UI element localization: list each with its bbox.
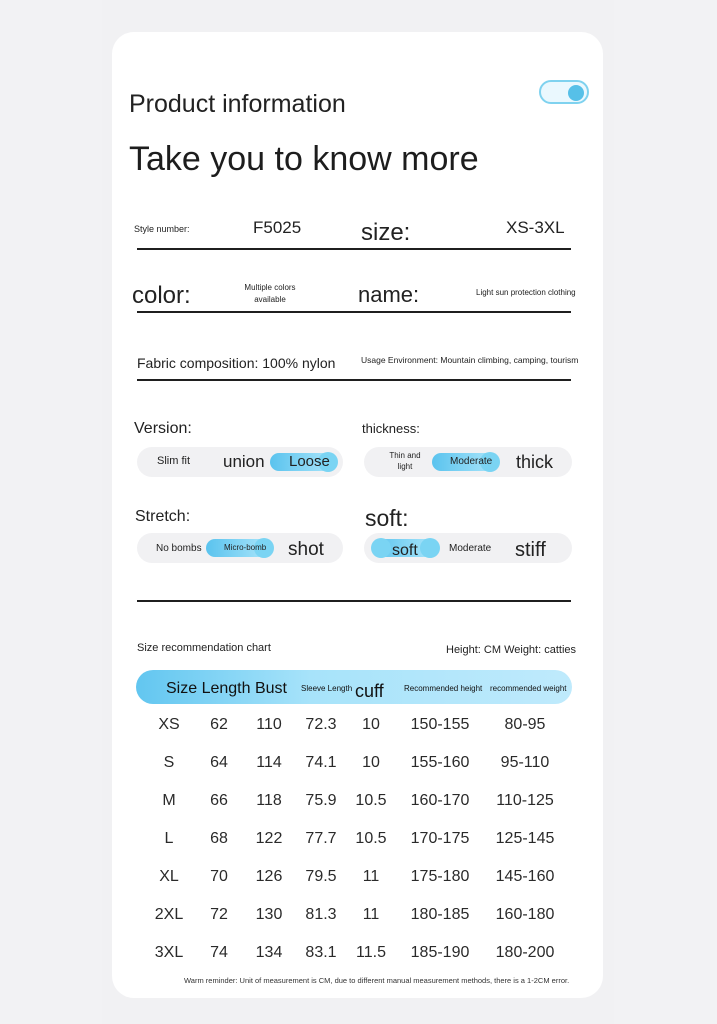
thickness-option-thin[interactable] [388,450,422,472]
table-cell: 68 [210,830,228,847]
table-cell: 66 [210,792,228,809]
table-cell: 70 [210,868,228,885]
name-label: name: [358,282,420,307]
table-cell: 10 [362,754,380,771]
table-cell: XS [158,716,180,733]
divider-row-2 [137,311,571,313]
table-cell: 126 [255,868,283,885]
table-cell: 80-95 [504,716,546,733]
soft-label: soft: [365,505,409,531]
page-gutter-left [0,0,102,1024]
warm-reminder: Warm reminder: Unit of measurement is CM, due to different manual measurement methods, there is a 1-2CM error. [184,976,570,985]
style-number-value: F5025 [253,218,302,237]
color-label: color: [132,282,191,309]
size-label: size: [361,219,411,246]
table-cell: 77.7 [305,830,337,847]
name-value: Light sun protection clothing [476,288,576,297]
table-cell: 10 [362,716,380,733]
thickness-option-thick[interactable]: thick [516,452,554,472]
version-option-loose[interactable]: Loose [289,453,330,470]
table-cell: 180-185 [410,906,470,923]
color-value-line-1: Multiple colors [244,283,296,292]
table-cell: 160-170 [410,792,470,809]
table-cell: 175-180 [410,868,470,885]
table-cell: 64 [210,754,228,771]
version-option-slim-fit[interactable]: Slim fit [157,455,190,467]
thickness-option-thin-line-2: light [397,462,413,471]
table-cell: 74.1 [305,754,337,771]
soft-option-soft[interactable]: soft [392,542,418,559]
divider-before-chart [137,600,571,602]
headline: Take you to know more [129,140,479,178]
usage-environment: Usage Environment: Mountain climbing, camping, tourism [361,355,579,365]
header-recommended-height: Recommended height [404,684,483,693]
table-cell: L [164,830,174,847]
table-cell: 83.1 [305,944,337,961]
table-cell: XL [159,868,179,885]
divider-row-3 [137,379,571,381]
table-cell: 134 [255,944,283,961]
table-cell: 72 [210,906,228,923]
divider-row-1 [137,248,571,250]
toggle-knob [568,85,584,101]
table-cell: 118 [256,792,282,809]
table-cell: 72.3 [305,716,337,733]
table-cell: 10.5 [355,792,387,809]
stretch-option-no-bombs[interactable]: No bombs [156,543,202,554]
table-cell: 10.5 [355,830,387,847]
table-cell: 11 [362,906,380,923]
size-value: XS-3XL [506,218,565,237]
table-cell: 130 [255,906,283,923]
header-sleeve-length: Sleeve Length [301,684,353,693]
table-cell: 62 [210,716,228,733]
color-value [232,282,308,306]
table-cell: 11.5 [356,944,386,961]
table-cell: 110 [256,716,282,733]
table-cell: 3XL [154,944,184,961]
table-cell: 180-200 [495,944,555,961]
table-cell: 110-125 [496,792,554,809]
page-gutter-right [614,0,717,1024]
table-cell: M [162,792,176,809]
table-cell: 122 [255,830,283,847]
version-label: Version: [134,420,192,437]
table-cell: 75.9 [305,792,337,809]
soft-selected-dot-right [420,538,440,558]
thickness-option-moderate[interactable]: Moderate [450,456,493,467]
header-cuff: cuff [355,681,384,701]
table-cell: 170-175 [410,830,470,847]
table-cell: 125-145 [495,830,555,847]
section-title: Product information [129,90,346,118]
soft-option-stiff[interactable]: stiff [515,539,546,561]
table-cell: 155-160 [410,754,470,771]
table-cell: 160-180 [495,906,555,923]
table-cell: 79.5 [305,868,337,885]
stretch-label: Stretch: [135,508,191,525]
table-cell: 150-155 [410,716,470,733]
header-recommended-weight: recommended weight [490,684,567,693]
table-cell: 2XL [154,906,184,923]
size-chart-units: Height: CM Weight: catties [446,644,577,656]
toggle-switch[interactable] [539,80,589,104]
version-option-union[interactable]: union [223,452,265,471]
table-cell: S [163,754,175,771]
style-number-label: Style number: [134,224,190,234]
table-cell: 74 [210,944,228,961]
table-cell: 81.3 [305,906,337,923]
header-size-length-bust: Size Length Bust [166,680,287,697]
table-cell: 95-110 [500,754,550,771]
table-cell: 114 [256,754,282,771]
size-chart-title: Size recommendation chart [137,642,271,654]
thickness-label: thickness: [362,421,420,436]
soft-selected-dot-left [371,538,391,558]
table-cell: 185-190 [410,944,470,961]
table-cell: 11 [362,868,380,885]
stretch-option-micro-bomb[interactable]: Micro-bomb [224,543,267,552]
fabric-composition: Fabric composition: 100% nylon [137,355,336,371]
color-value-line-2: available [254,295,286,304]
soft-option-moderate[interactable]: Moderate [449,543,492,554]
thickness-option-thin-line-1: Thin and [389,451,421,460]
table-cell: 145-160 [495,868,555,885]
stretch-option-shot[interactable]: shot [288,539,324,560]
